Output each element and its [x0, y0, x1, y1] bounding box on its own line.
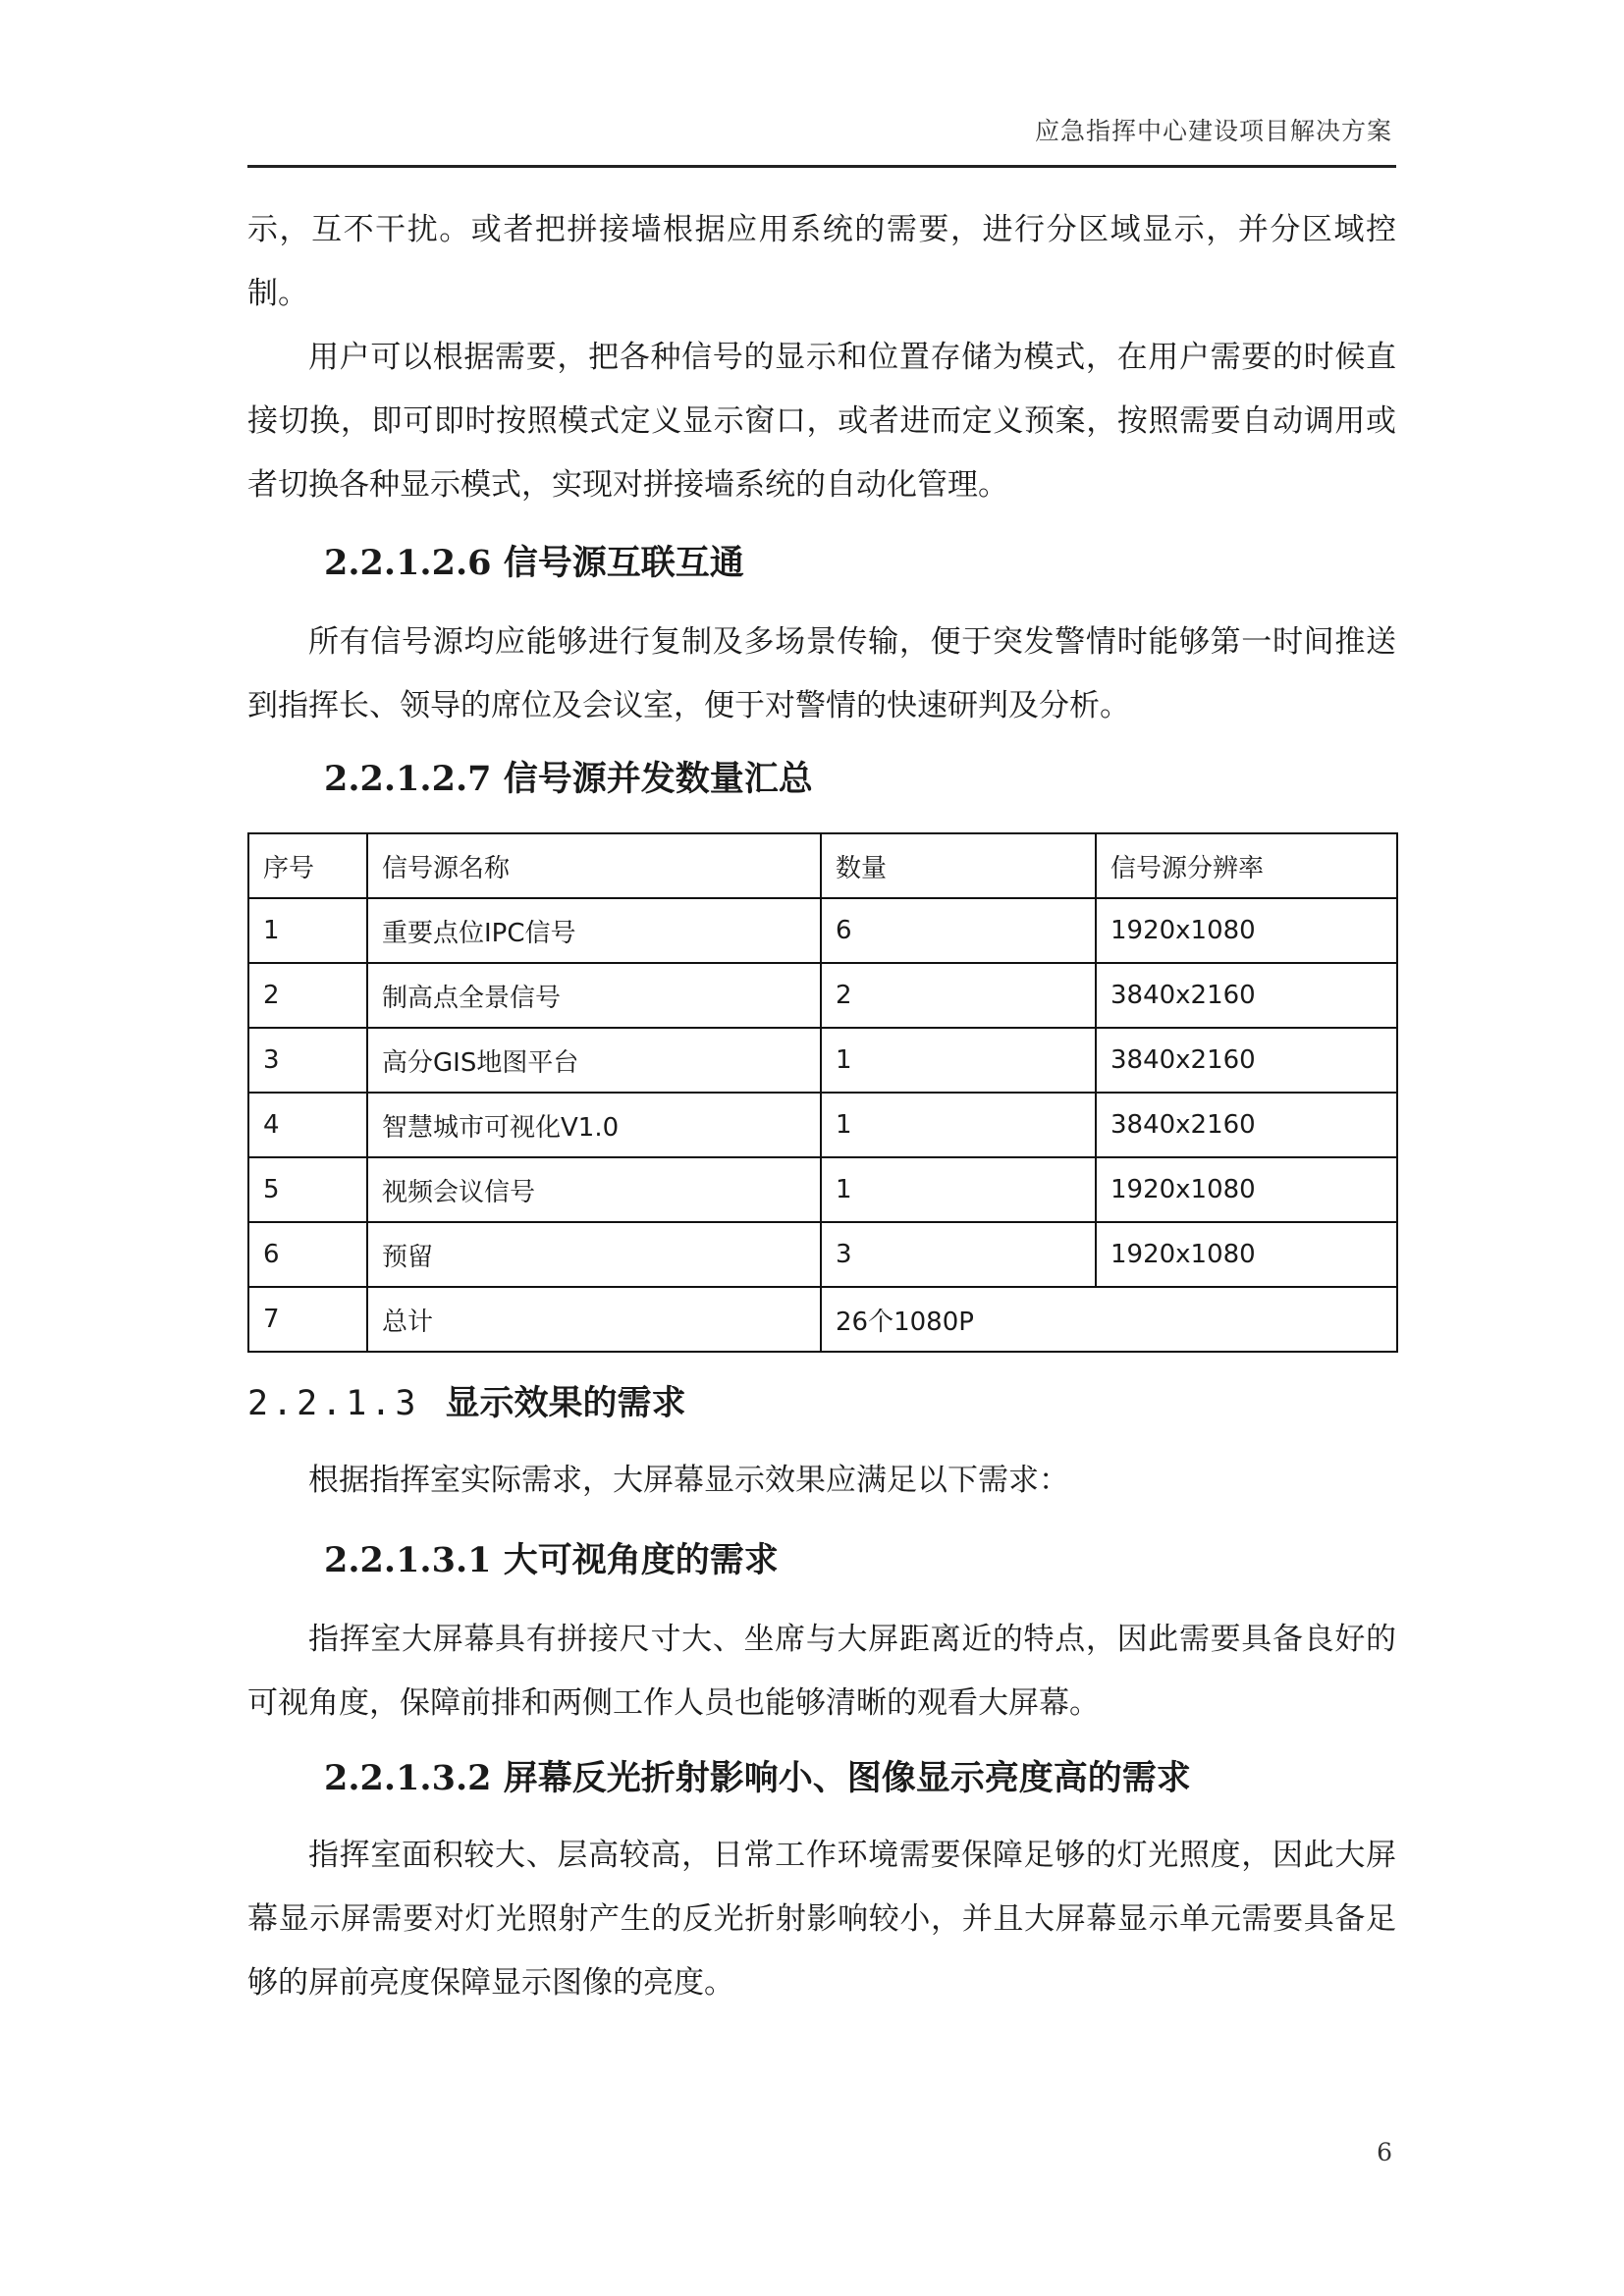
heading-2-2-1-2-6: 2.2.1.2.6 信号源互联互通	[324, 543, 744, 583]
paragraph-display-requirements: 根据指挥室实际需求，大屏幕显示效果应满足以下需求：	[308, 1463, 1069, 1498]
table-row	[248, 1222, 1397, 1287]
table-cell: 1	[248, 898, 367, 963]
heading-number: 2.2.1.3	[247, 1384, 420, 1423]
paragraph-reflection-brightness: 指挥室面积较大、层高较高，日常工作环境需要保障足够的灯光照度，因此大屏幕显示屏需要对灯光照射产生的反光折射影响较小，并且大屏幕显示单元需要具备足够的屏前亮度保障显示图像的亮度。	[247, 1838, 1396, 2001]
table-cell: 5	[248, 1157, 367, 1222]
table-cell: 1	[821, 1157, 1096, 1222]
table-cell: 2	[248, 963, 367, 1028]
paragraph-continuation: 示，互不干扰。或者把拼接墙根据应用系统的需要，进行分区域显示，并分区域控制。	[247, 212, 1396, 311]
heading-2-2-1-3-1: 2.2.1.3.1 大可视角度的需求	[324, 1540, 779, 1580]
table-cell: 1920x1080	[1096, 1222, 1397, 1287]
table-row	[248, 898, 1397, 963]
heading-2-2-1-2-7: 2.2.1.2.7 信号源并发数量汇总	[324, 759, 813, 799]
running-header: 应急指挥中心建设项目解决方案	[1034, 117, 1392, 145]
table-cell: 6	[248, 1222, 367, 1287]
table-cell: 3	[821, 1222, 1096, 1287]
heading-text: 显示效果的需求	[445, 1384, 686, 1423]
table-total-row	[248, 1287, 1397, 1352]
table-cell: 1920x1080	[1096, 1157, 1397, 1222]
table-cell: 1	[821, 1093, 1096, 1157]
table-cell: 重要点位IPC信号	[367, 898, 821, 963]
paragraph-viewing-angle: 指挥室大屏幕具有拼接尺寸大、坐席与大屏距离近的特点，因此需要具备良好的可视角度，保障前排和两侧工作人员也能够清晰的观看大屏幕。	[247, 1622, 1396, 1721]
table-cell: 预留	[367, 1222, 821, 1287]
paragraph-signal-interconnect: 所有信号源均应能够进行复制及多场景传输，便于突发警情时能够第一时间推送到指挥长、领导的席位及会议室，便于对警情的快速研判及分析。	[247, 624, 1396, 723]
table-cell: 1920x1080	[1096, 898, 1397, 963]
table-cell: 7	[248, 1287, 367, 1352]
heading-2-2-1-3	[247, 1376, 686, 1425]
table-row	[248, 1028, 1397, 1093]
header-cell: 信号源名称	[367, 833, 821, 898]
table-cell: 总计	[367, 1287, 821, 1352]
heading-2-2-1-3-2: 2.2.1.3.2 屏幕反光折射影响小、图像显示亮度高的需求	[324, 1758, 1191, 1798]
table-cell: 3	[248, 1028, 367, 1093]
page-number: 6	[1377, 2138, 1392, 2166]
table-cell: 视频会议信号	[367, 1157, 821, 1222]
table-cell: 智慧城市可视化V1.0	[367, 1093, 821, 1157]
header-cell: 信号源分辨率	[1096, 833, 1397, 898]
header-cell: 序号	[248, 833, 367, 898]
table-row	[248, 963, 1397, 1028]
table-row	[248, 1157, 1397, 1222]
header-rule	[247, 165, 1396, 168]
table-cell: 6	[821, 898, 1096, 963]
signal-source-table	[247, 832, 1398, 1353]
table-cell: 4	[248, 1093, 367, 1157]
table-cell-total: 26个1080P	[821, 1287, 1397, 1352]
header-cell: 数量	[821, 833, 1096, 898]
paragraph-mode-switch: 用户可以根据需要，把各种信号的显示和位置存储为模式，在用户需要的时候直接切换，即可即时按照模式定义显示窗口，或者进而定义预案，按照需要自动调用或者切换各种显示模式，实现对拼接墙系统的自动化管理。	[247, 340, 1396, 503]
table-cell: 制高点全景信号	[367, 963, 821, 1028]
table-cell: 3840x2160	[1096, 963, 1397, 1028]
table-cell: 2	[821, 963, 1096, 1028]
table-row	[248, 1093, 1397, 1157]
table-cell: 3840x2160	[1096, 1028, 1397, 1093]
table-cell: 3840x2160	[1096, 1093, 1397, 1157]
table-cell: 1	[821, 1028, 1096, 1093]
table-cell: 高分GIS地图平台	[367, 1028, 821, 1093]
table-header-row	[248, 833, 1397, 898]
